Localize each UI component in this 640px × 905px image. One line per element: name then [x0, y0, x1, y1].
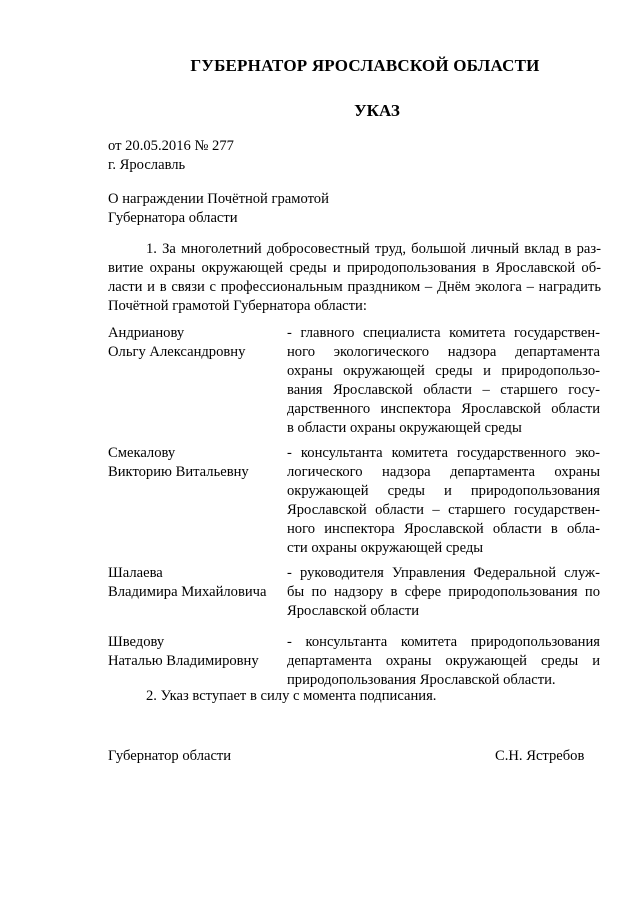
clause-1-line: ласти и в связи с профессиональным праздником – Днём эколога – наградить: [108, 279, 601, 295]
position-line: окружающей среды и природопользования: [287, 483, 600, 499]
date-number-line: от 20.05.2016 № 277: [108, 138, 234, 154]
recipient-name: [108, 324, 283, 362]
clause-1-line: витие охраны окружающей среды и природопользования в Ярославской об-: [108, 260, 601, 276]
recipient-surname: Смекалову: [108, 445, 176, 461]
position-line: ного экологического надзора департамента: [287, 344, 600, 360]
recipient-given-names: Ольгу Александровну: [108, 344, 246, 360]
recipient-surname: Шведову: [108, 634, 165, 650]
recipient-surname: Андрианову: [108, 325, 185, 341]
position-line: природопользования Ярославской области.: [287, 672, 556, 688]
position-line: - консультанта комитета государственного эко-: [287, 445, 600, 461]
position-line: Ярославской области – старшего государствен-: [287, 502, 600, 518]
recipient-position: [287, 633, 600, 690]
signatory-name: С.Н. Ястребов: [495, 748, 585, 764]
position-line: дарственного инспектора Ярославской области: [287, 401, 600, 417]
recipient-surname: Шалаева: [108, 565, 163, 581]
position-line: вания Ярославской области – старшего госу-: [287, 382, 600, 398]
position-line: - руководителя Управления Федеральной служ-: [287, 565, 600, 581]
document-type-title: УКАЗ: [354, 101, 400, 120]
clause-1-line: 1. За многолетний добросовестный труд, большой личный вклад в раз-: [146, 241, 601, 257]
position-line: - главного специалиста комитета государствен-: [287, 325, 600, 341]
recipient-given-names: Наталью Владимировну: [108, 653, 259, 669]
clause-1-line: Почётной грамотой Губернатора области:: [108, 298, 367, 314]
position-line: сти охраны окружающей среды: [287, 540, 484, 556]
recipient-name: [108, 633, 283, 671]
clause-1: [108, 240, 601, 316]
position-line: Ярославской области: [287, 603, 420, 619]
position-line: в области охраны окружающей среды: [287, 420, 522, 436]
position-line: логического надзора департамента охраны: [287, 464, 600, 480]
recipient-name: [108, 444, 283, 482]
subject-line-2: Губернатора области: [108, 210, 238, 226]
recipient-given-names: Владимира Михайловича: [108, 584, 267, 600]
recipient-name: [108, 564, 283, 602]
subject-line-1: О награждении Почётной грамотой: [108, 191, 329, 207]
signatory-position: Губернатор области: [108, 748, 232, 764]
position-line: ного инспектора Ярославской области в обла-: [287, 521, 600, 537]
position-line: бы по надзору в сфере природопользования по: [287, 584, 600, 600]
recipient-given-names: Викторию Витальевну: [108, 464, 249, 480]
organization-title: ГУБЕРНАТОР ЯРОСЛАВСКОЙ ОБЛАСТИ: [190, 56, 540, 75]
position-line: охраны окружающей среды и природопользо-: [287, 363, 600, 379]
recipient-position: [287, 564, 600, 621]
clause-2: 2. Указ вступает в силу с момента подписания.: [146, 688, 437, 704]
recipient-position: [287, 444, 600, 558]
recipient-position: [287, 324, 600, 438]
city-line: г. Ярославль: [108, 157, 186, 173]
position-line: - консультанта комитета природопользования: [287, 634, 600, 650]
position-line: департамента охраны окружающей среды и: [287, 653, 600, 669]
